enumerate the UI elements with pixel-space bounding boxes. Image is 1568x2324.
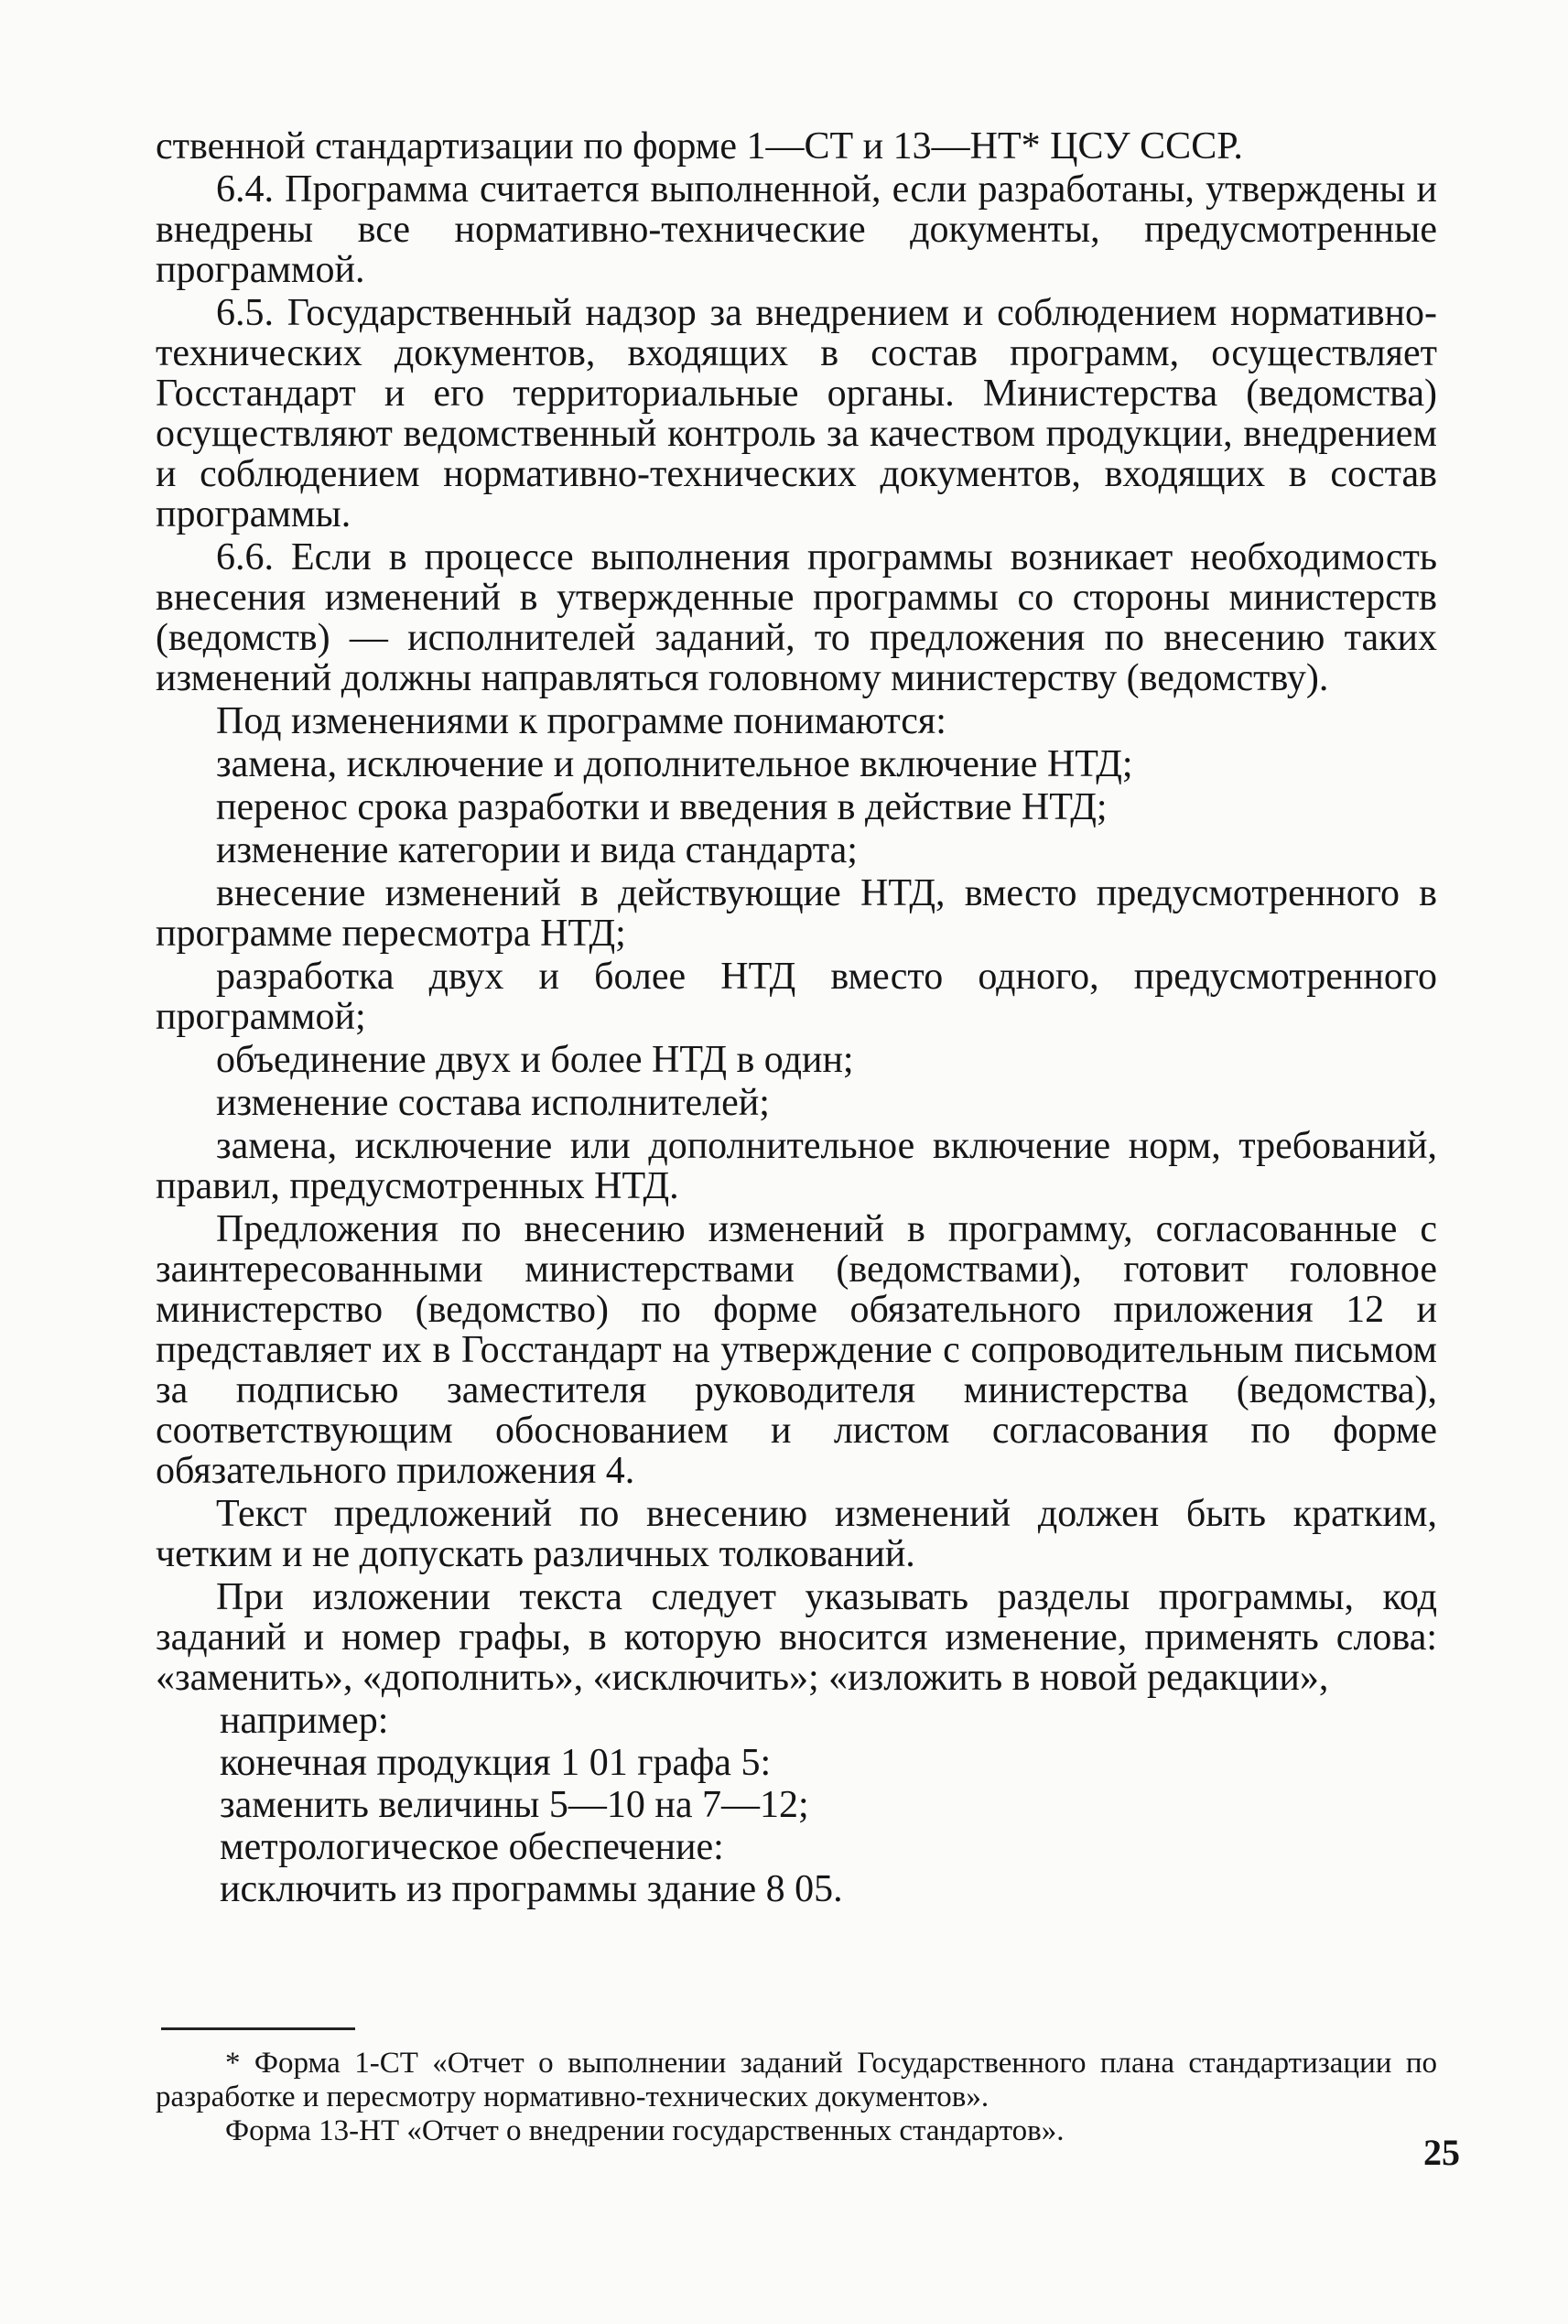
- change-item: объединение двух и более НТД в один;: [216, 1039, 854, 1081]
- page-number: 25: [1423, 2132, 1460, 2173]
- change-item: изменение состава исполнителей;: [216, 1082, 770, 1124]
- example-line: например:: [220, 1700, 389, 1742]
- example-line: метрологическое обеспечение:: [220, 1826, 724, 1868]
- example-line: заменить величины 5—10 на 7—12;: [220, 1784, 809, 1826]
- paragraph-6-5: 6.5. Государственный надзор за внедрением и соблюдением нормативно-технических документов, входящих в состав программ, осуществляет Госстандарт и его территориальные органы. Министерства (ведомства) осуществляют ведомственный контроль за качеством продукции, внедрением и соблюдением нормативно-технических документов, входящих в состав программы.: [156, 292, 1437, 535]
- example-line: исключить из программы здание 8 05.: [220, 1868, 843, 1910]
- footnotes: [156, 2047, 1437, 2148]
- paragraph-continuation: ственной стандартизации по форме 1—СТ и 13—НТ* ЦСУ СССР.: [156, 125, 1243, 168]
- example-block: [156, 1701, 1437, 1909]
- footnote-divider: [161, 2027, 355, 2030]
- change-item: замена, исключение или дополнительное включение норм, требований, правил, предусмотренных НТД.: [156, 1125, 1437, 1207]
- proposal-text-paragraph: Текст предложений по внесению изменений должен быть кратким, четким и не допускать различных толкований.: [156, 1493, 1437, 1575]
- paragraph-6-4: 6.4. Программа считается выполненной, если разработаны, утверждены и внедрены все нормативно-технические документы, предусмотренные программой.: [156, 168, 1437, 291]
- change-item: замена, исключение и дополнительное включение НТД;: [216, 743, 1133, 785]
- example-line: конечная продукция 1 01 графа 5:: [220, 1742, 772, 1784]
- change-item: внесение изменений в действующие НТД, вместо предусмотренного в программе пересмотра НТД;: [156, 872, 1437, 955]
- presentation-paragraph: При изложении текста следует указывать разделы программы, код заданий и номер графы, в которую вносится изменение, применять слова: «заменить», «дополнить», «исключить»; «изложить в новой редакции»,: [156, 1576, 1437, 1699]
- footnote: * Форма 1-СТ «Отчет о выполнении заданий Государственного плана стандартизации по разработке и пересмотру нормативно-технических документов».: [156, 2047, 1437, 2113]
- footnote: Форма 13-НТ «Отчет о внедрении государственных стандартов».: [225, 2114, 1065, 2147]
- paragraph-6-6: 6.6. Если в процессе выполнения программы возникает необходимость внесения изменений в утвержденные программы со стороны министерств (ведомств) — исполнителей заданий, то предложения по внесению таких изменений должны направляться головному министерству (ведомству).: [156, 536, 1437, 699]
- body-text: [156, 126, 1437, 1911]
- change-item: перенос срока разработки и введения в действие НТД;: [216, 786, 1108, 828]
- change-item: разработка двух и более НТД вместо одного, предусмотренного программой;: [156, 956, 1437, 1038]
- changes-intro: Под изменениями к программе понимаются:: [216, 700, 946, 742]
- proposals-paragraph: Предложения по внесению изменений в программу, согласованные с заинтересованными министерствами (ведомствами), готовит головное министерство (ведомство) по форме обязательного приложения 12 и представляет их в Госстандарт на утверждение с сопроводительным письмом за подписью заместителя руководителя министерства (ведомства), соответствующим обоснованием и листом согласования по форме обязательного приложения 4.: [156, 1208, 1437, 1492]
- change-item: изменение категории и вида стандарта;: [216, 829, 858, 871]
